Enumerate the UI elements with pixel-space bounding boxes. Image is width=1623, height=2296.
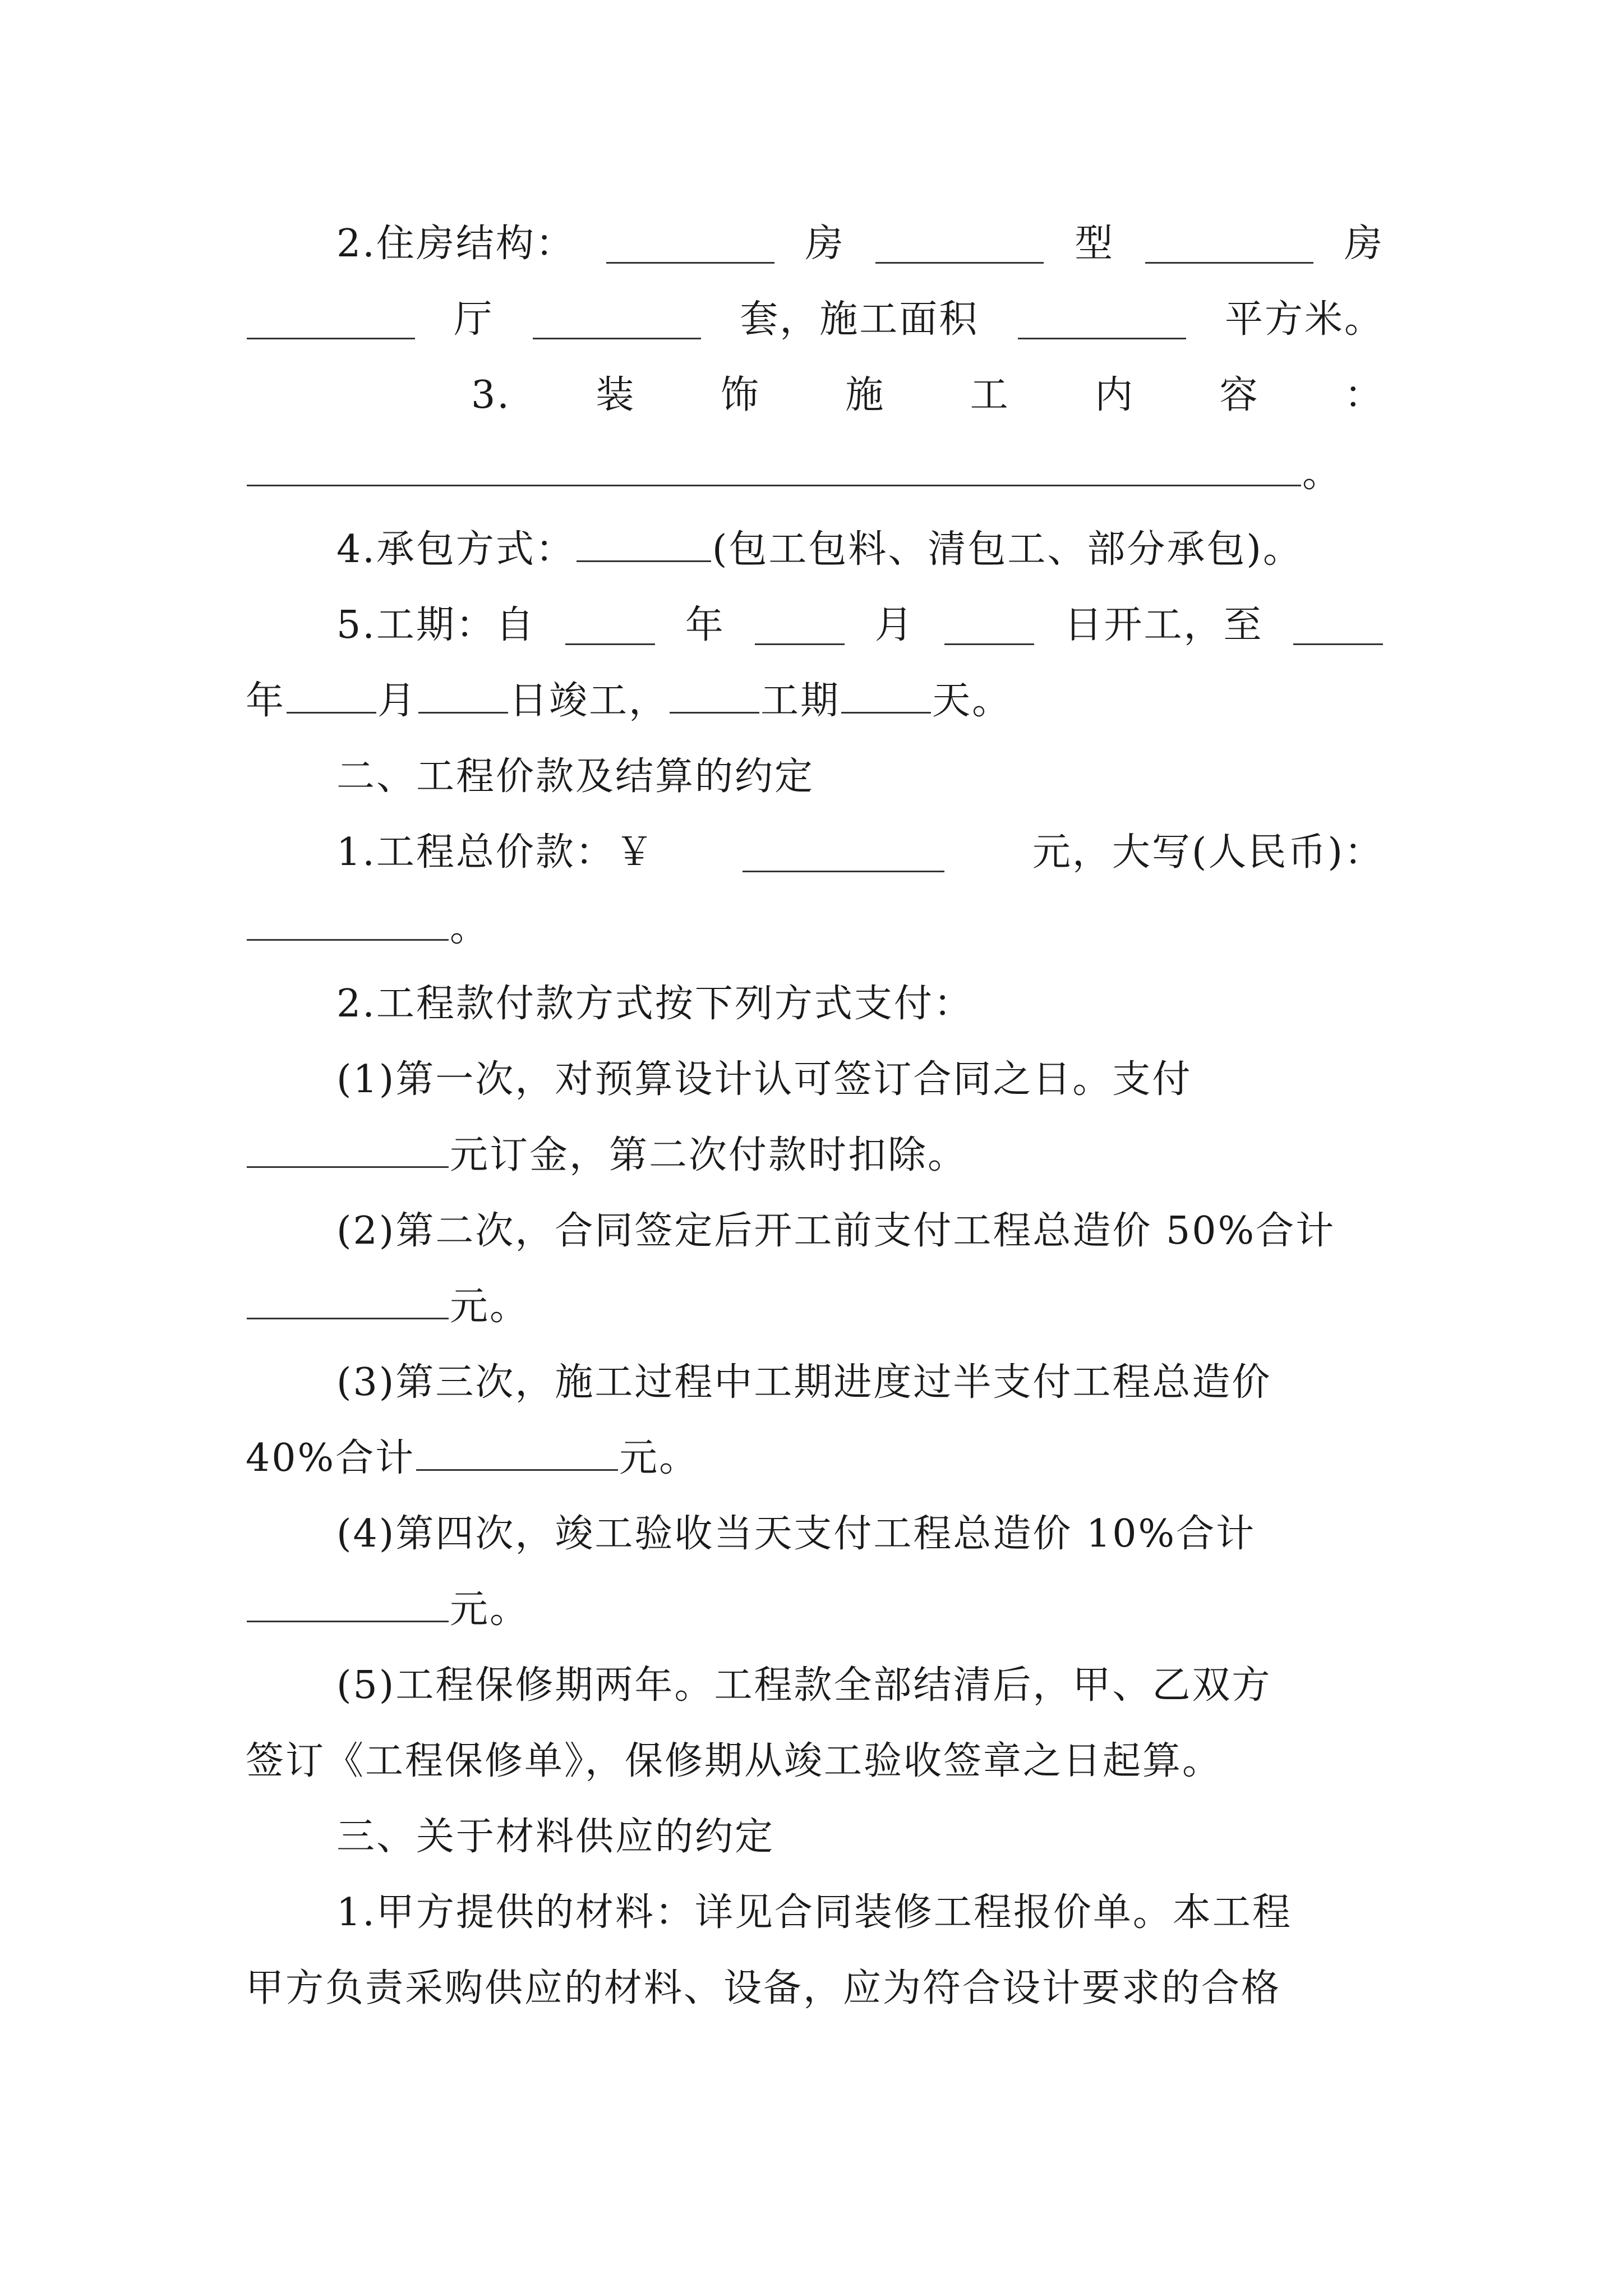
blank-field[interactable] (743, 834, 944, 872)
blank-field[interactable] (1145, 225, 1313, 264)
housing-structure-line (336, 213, 1384, 275)
unit-room-text: 房 (1344, 222, 1384, 266)
blank-field[interactable] (755, 606, 845, 645)
payment-item-4-cont: 元。 (246, 1579, 1384, 1641)
warranty-item-cont: 签订《工程保修单》，保修期从竣工验收签章之日起算。 (246, 1739, 1223, 1783)
section-heading-materials: 三、关于材料供应的约定 (336, 1815, 775, 1859)
heading-char: 工 (970, 373, 1010, 417)
blank-field[interactable] (841, 675, 931, 714)
duration-label: 5.工期：自 (336, 603, 536, 647)
materials-item-1: 1.甲方提供的材料：详见合同装修工程报价单。本工程 (336, 1890, 1292, 1935)
blank-field[interactable] (247, 1584, 449, 1622)
heading-char: 施 (845, 373, 886, 417)
blank-field[interactable] (875, 225, 1044, 264)
total-price-label: 1.工程总价款：￥ (336, 830, 655, 875)
heading-char: 饰 (720, 373, 760, 417)
heading-char: 容 (1219, 373, 1260, 417)
heading-char: 装 (596, 373, 636, 417)
amount-words-blank-line: 。 (246, 898, 1384, 959)
warranty-item: (5)工程保修期两年。工程款全部结清后，甲、乙双方 (336, 1663, 1272, 1708)
unit-sqm-text: 平方米。 (1224, 297, 1384, 342)
contract-mode-options: (包工包料、清包工、部分承包)。 (712, 527, 1303, 572)
construction-area-label: 套，施工面积 (740, 297, 979, 342)
contract-mode-label: 4.承包方式： (336, 527, 575, 572)
payment-item-2-cont: 元。 (246, 1276, 1384, 1338)
heading-char: ： (1344, 373, 1384, 417)
blank-field[interactable] (418, 675, 508, 714)
payment-item-3: (3)第三次，施工过程中工期进度过半支付工程总造价 (336, 1360, 1272, 1405)
contract-mode-line (336, 519, 1384, 581)
payment-item-4: (4)第四次，竣工验收当天支付工程总造价 10%合计 (336, 1512, 1256, 1556)
blank-field[interactable] (247, 1129, 449, 1168)
blank-field[interactable] (606, 225, 774, 264)
heading-char: 内 (1095, 373, 1135, 417)
payment-method-intro: 2.工程款付款方式按下列方式支付： (336, 982, 974, 1026)
blank-field[interactable] (944, 606, 1034, 645)
heading-char: 3. (471, 373, 511, 417)
blank-field[interactable] (247, 448, 1301, 486)
materials-item-1-cont: 甲方负责采购供应的材料、设备，应为符合设计要求的合格 (246, 1966, 1281, 2010)
unit-type-text: 型 (1075, 222, 1115, 266)
blank-field[interactable] (416, 1432, 618, 1471)
blank-field[interactable] (247, 902, 449, 941)
housing-structure-line-2 (246, 289, 1384, 351)
amount-in-words-label: 元，大写(人民币)： (1032, 830, 1384, 875)
unit-hall-text: 厅 (454, 297, 494, 342)
total-price-line (336, 822, 1384, 884)
blank-field[interactable] (247, 301, 415, 339)
section-heading-price: 二、工程价款及结算的约定 (336, 754, 815, 799)
housing-structure-label: 2.住房结构： (336, 222, 575, 266)
decoration-content-heading (471, 365, 1384, 426)
payment-item-3-cont: 40%合计 元。 (246, 1428, 1384, 1489)
duration-line: 5.工期：自 年 月 日开工，至 (336, 595, 1384, 656)
duration-line-2: 年 月 日竣工， 工期 天。 (246, 670, 1384, 732)
payment-item-1-cont: 元订金，第二次付款时扣除。 (246, 1125, 1384, 1186)
blank-field[interactable] (1293, 606, 1383, 645)
blank-field[interactable] (533, 301, 701, 339)
decoration-content-blank-line: 。 (246, 443, 1384, 505)
unit-room-text: 房 (805, 222, 845, 266)
blank-field[interactable] (247, 1281, 449, 1319)
blank-field[interactable] (565, 606, 655, 645)
payment-item-2: (2)第二次，合同签定后开工前支付工程总造价 50%合计 (336, 1209, 1336, 1253)
blank-field[interactable] (577, 523, 711, 562)
blank-field[interactable] (1018, 301, 1186, 339)
blank-field[interactable] (287, 675, 376, 714)
blank-field[interactable] (670, 675, 759, 714)
payment-item-1: (1)第一次，对预算设计认可签订合同之日。支付 (336, 1057, 1192, 1102)
